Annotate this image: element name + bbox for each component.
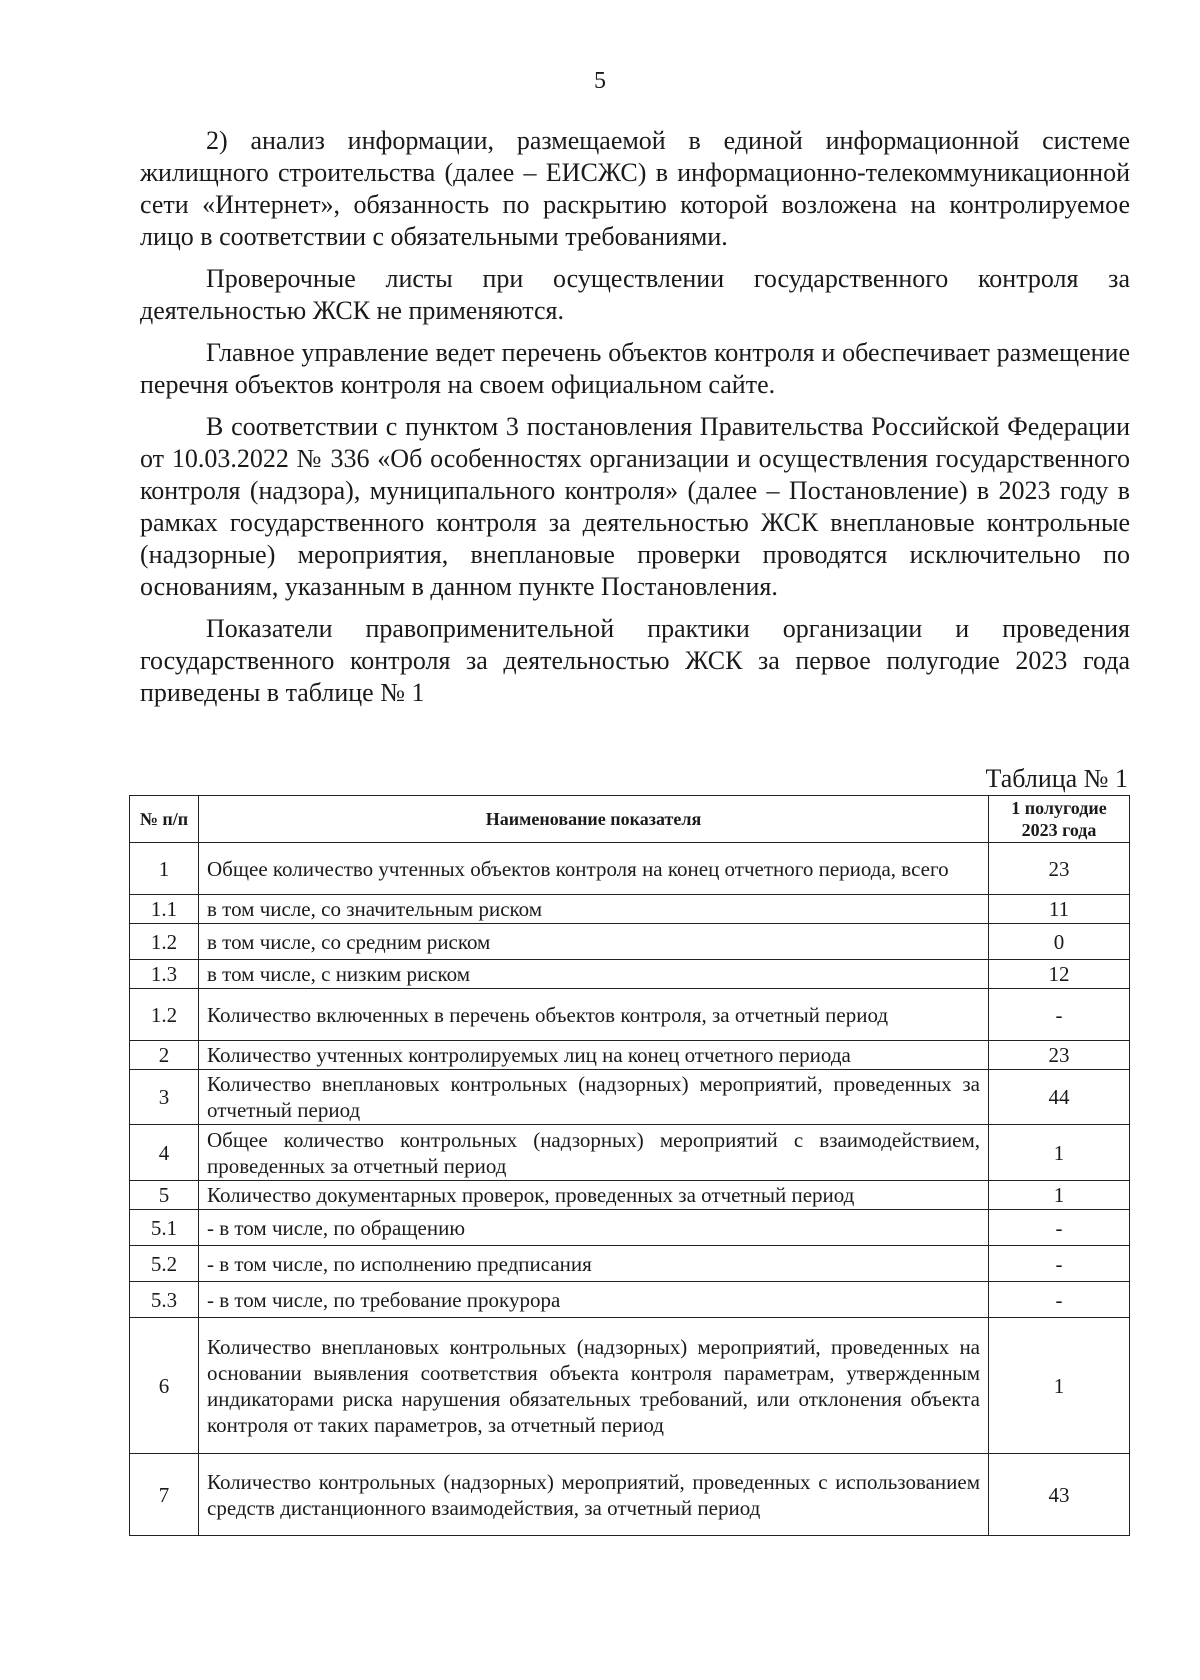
table-row (130, 895, 1130, 924)
paragraph: Показатели правоприменительной практики организации и проведения государственного контроля за деятельностью ЖСК за первое полугодие 2023 года приведены в таблице № 1 (140, 614, 1130, 707)
row-name: Общее количество учтенных объектов контроля на конец отчетного периода, всего (199, 843, 989, 895)
table-row (130, 1282, 1130, 1318)
table-row (130, 989, 1130, 1041)
table-row (130, 843, 1130, 895)
row-value: 43 (989, 1454, 1130, 1536)
table-caption: Таблица № 1 (985, 764, 1128, 793)
row-value: 0 (989, 924, 1130, 960)
header-name: Наименование показателя (199, 796, 989, 843)
row-value: 23 (989, 1041, 1130, 1070)
row-num: 5.1 (130, 1210, 199, 1246)
row-name: Количество включенных в перечень объектов контроля, за отчетный период (199, 989, 989, 1041)
row-name: - в том числе, по требование прокурора (199, 1282, 989, 1318)
row-name: - в том числе, по обращению (199, 1210, 989, 1246)
table-row (130, 1318, 1130, 1454)
row-value: - (989, 989, 1130, 1041)
row-num: 1.1 (130, 895, 199, 924)
paragraph: В соответствии с пунктом 3 постановления Правительства Российской Федерации от 10.03.2022 № 336 «Об особенностях организации и осуществления государственного контроля (надзора), муниципального контроля» (далее – Постановление) в 2023 году в рамках государственного контроля за деятельностью ЖСК внеплановые контрольные (надзорные) мероприятия, внеплановые проверки проводятся исключительно по основаниям, указанным в данном пункте Постановления. (140, 412, 1130, 601)
body-text (140, 125, 1130, 719)
table-row (130, 1246, 1130, 1282)
header-value: 1 полугодие 2023 года (989, 796, 1130, 843)
row-name: Общее количество контрольных (надзорных) мероприятий с взаимодействием, проведенных за отчетный период (199, 1125, 989, 1181)
table-row (130, 1181, 1130, 1210)
header-num: № п/п (130, 796, 199, 843)
row-num: 2 (130, 1041, 199, 1070)
row-value: 11 (989, 895, 1130, 924)
table-row (130, 924, 1130, 960)
table-row (130, 960, 1130, 989)
row-value: - (989, 1282, 1130, 1318)
row-value: - (989, 1210, 1130, 1246)
paragraph: 2) анализ информации, размещаемой в единой информационной системе жилищного строительства (далее – ЕИСЖС) в информационно-телекоммуникационной сети «Интернет», обязанность по раскрытию которой возложена на контролируемое лицо в соответствии с обязательными требованиями. (140, 126, 1130, 251)
row-num: 6 (130, 1318, 199, 1454)
row-num: 1.2 (130, 924, 199, 960)
row-name: Количество контрольных (надзорных) мероприятий, проведенных с использованием средств дистанционного взаимодействия, за отчетный период (199, 1454, 989, 1536)
row-value: - (989, 1246, 1130, 1282)
row-num: 1 (130, 843, 199, 895)
row-value: 12 (989, 960, 1130, 989)
row-value: 1 (989, 1181, 1130, 1210)
row-num: 5.3 (130, 1282, 199, 1318)
row-num: 1.3 (130, 960, 199, 989)
table-row (130, 1125, 1130, 1181)
row-value: 44 (989, 1070, 1130, 1125)
row-num: 5.2 (130, 1246, 199, 1282)
row-name: в том числе, со значительным риском (199, 895, 989, 924)
row-name: Количество учтенных контролируемых лиц на конец отчетного периода (199, 1041, 989, 1070)
paragraph: Главное управление ведет перечень объектов контроля и обеспечивает размещение перечня объектов контроля на своем официальном сайте. (140, 338, 1130, 399)
paragraph: Проверочные листы при осуществлении государственного контроля за деятельностью ЖСК не применяются. (140, 264, 1130, 325)
row-value: 1 (989, 1318, 1130, 1454)
page-number: 5 (594, 68, 606, 94)
row-name: Количество документарных проверок, проведенных за отчетный период (199, 1181, 989, 1210)
row-name: в том числе, со средним риском (199, 924, 989, 960)
table-row (130, 1210, 1130, 1246)
row-value: 23 (989, 843, 1130, 895)
table-header-row (130, 796, 1130, 843)
row-name: - в том числе, по исполнению предписания (199, 1246, 989, 1282)
row-num: 7 (130, 1454, 199, 1536)
row-num: 5 (130, 1181, 199, 1210)
indicators-table (129, 795, 1130, 1536)
table-row (130, 1070, 1130, 1125)
table-row (130, 1041, 1130, 1070)
row-num: 4 (130, 1125, 199, 1181)
row-name: в том числе, с низким риском (199, 960, 989, 989)
table-row (130, 1454, 1130, 1536)
row-name: Количество внеплановых контрольных (надзорных) мероприятий, проведенных за отчетный период (199, 1070, 989, 1125)
row-num: 3 (130, 1070, 199, 1125)
row-value: 1 (989, 1125, 1130, 1181)
row-num: 1.2 (130, 989, 199, 1041)
row-name: Количество внеплановых контрольных (надзорных) мероприятий, проведенных на основании выявления соответствия объекта контроля параметрам, утвержденным индикаторами риска нарушения обязательных требований, или отклонения объекта контроля от таких параметров, за отчетный период (199, 1318, 989, 1454)
